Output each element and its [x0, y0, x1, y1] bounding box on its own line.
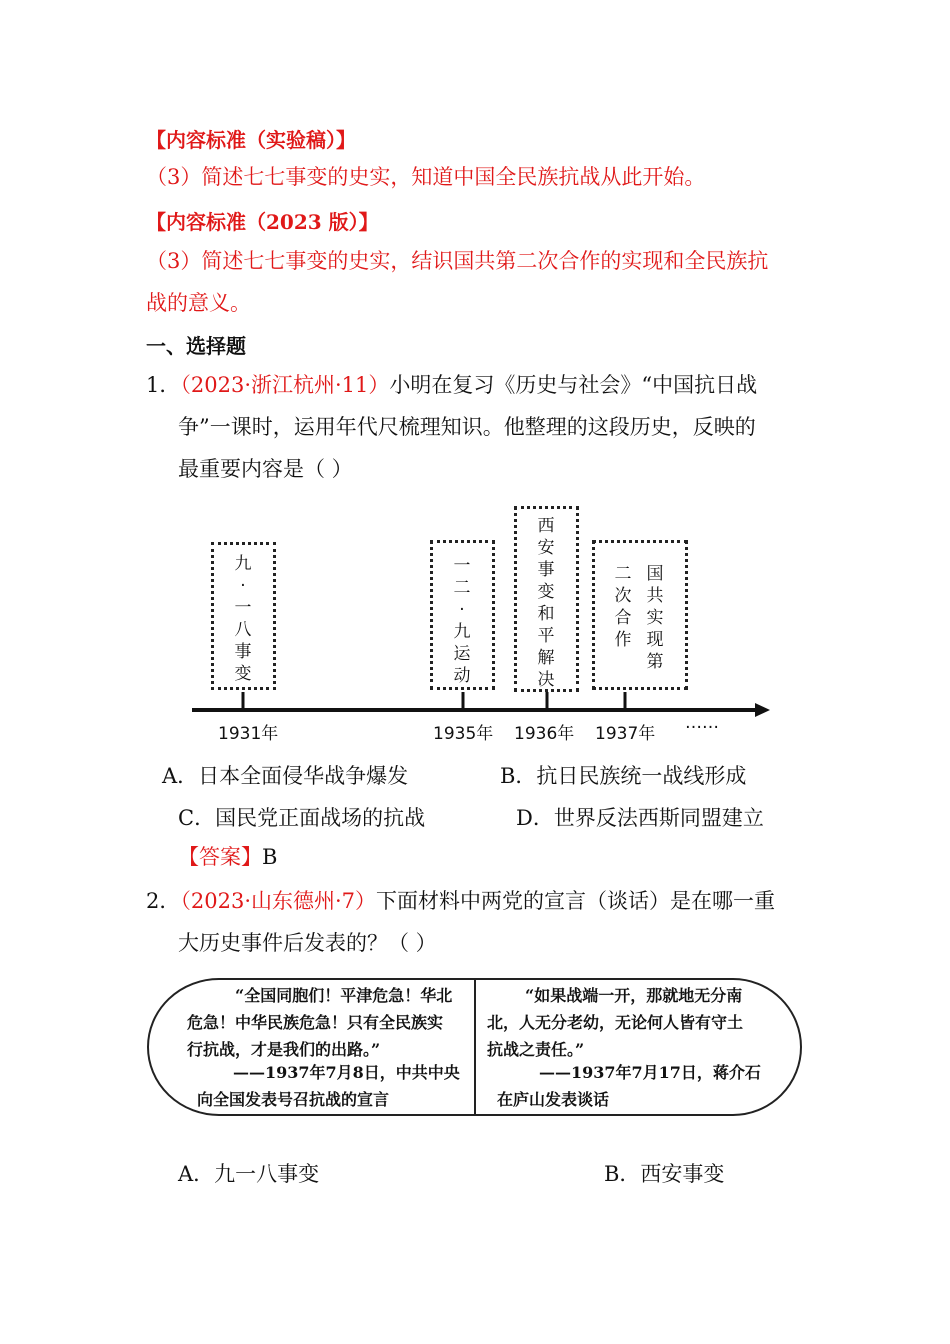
timeline-ellipsis: …… — [685, 713, 719, 733]
timeline-box-1935-text: 一二·九运动 — [453, 556, 471, 686]
timeline-figure — [180, 500, 780, 750]
q1-source: （2023·浙江杭州·11） — [180, 373, 390, 397]
quote-right-line5: 在庐山发表谈话 — [497, 1090, 610, 1109]
q2-source: （2023·山东德州·7） — [180, 889, 377, 913]
q2-option-b[interactable]: B．西安事变 — [604, 1162, 725, 1186]
quote-left-line1: “全国同胞们！平津危急！华北 — [235, 986, 453, 1005]
quote-left-line3: 行抗战，才是我们的出路。” — [187, 1040, 381, 1059]
q1-stem-line1: 小明在复习《历史与社会》“中国抗日战 — [389, 373, 758, 397]
timeline-year-1937: 1937年 — [595, 724, 656, 744]
timeline-box-1931-text: 九·一八事变 — [234, 554, 252, 684]
timeline-year-1931: 1931年 — [218, 724, 279, 744]
timeline-box-1937-col1: 国共实现第 — [646, 564, 664, 672]
q2-stem-line2: 大历史事件后发表的？（ ） — [178, 931, 437, 955]
quote-right-line4: ——1937年7月17日，蒋介石 — [539, 1063, 761, 1082]
quote-right-line3: 抗战之责任。” — [487, 1040, 585, 1059]
quote-left-line4: ——1937年7月8日，中共中央 — [233, 1063, 460, 1082]
q1-stem — [146, 370, 757, 400]
q1-option-a[interactable]: A．日本全面侵华战争爆发 — [162, 764, 409, 788]
quote-right-line2: 北，人无分老幼，无论何人皆有守土 — [487, 1013, 744, 1032]
q1-answer-label: 【答案】 — [178, 845, 262, 869]
q1-answer-value: B — [262, 845, 278, 869]
q1-option-d[interactable]: D．世界反法西斯同盟建立 — [516, 806, 764, 830]
q2-number: 2． — [146, 889, 181, 913]
v2023-standard-text-line2: 战的意义。 — [146, 291, 251, 315]
timeline-box-1936-text: 西安事变和平解决 — [537, 516, 555, 690]
q1-option-c[interactable]: C．国民党正面战场的抗战 — [178, 806, 426, 830]
q2-stem — [146, 886, 775, 916]
section-title: 一、选择题 — [146, 334, 246, 358]
q1-option-b[interactable]: B．抗日民族统一战线形成 — [500, 764, 747, 788]
timeline-year-1936: 1936年 — [514, 724, 575, 744]
q1-number: 1． — [146, 373, 181, 397]
timeline-arrow-icon — [755, 703, 770, 717]
v2023-standard-heading: 【内容标准（2023 版）】 — [146, 210, 379, 234]
quote-left-line5: 向全国发表号召抗战的宣言 — [197, 1090, 390, 1109]
q1-stem-line3: 最重要内容是（ ） — [178, 457, 353, 481]
quote-right-line1: “如果战端一开，那就地无分南 — [525, 986, 743, 1005]
experimental-standard-heading: 【内容标准（实验稿）】 — [146, 128, 356, 152]
q1-answer — [178, 842, 277, 872]
q2-stem-line1: 下面材料中两党的宣言（谈话）是在哪一重 — [376, 889, 776, 913]
quote-figure — [145, 976, 805, 1118]
quote-left-line2: 危急！中华民族危急！只有全民族实 — [187, 1013, 444, 1032]
q1-stem-line2: 争”一课时，运用年代尺梳理知识。他整理的这段历史，反映的 — [178, 415, 756, 439]
v2023-standard-text-line1: （3）简述七七事变的史实，结识国共第二次合作的实现和全民族抗 — [146, 249, 769, 273]
experimental-standard-text: （3）简述七七事变的史实，知道中国全民族抗战从此开始。 — [146, 165, 706, 189]
q2-option-a[interactable]: A．九一八事变 — [178, 1162, 320, 1186]
timeline-box-1937-col2: 二次合作 — [614, 564, 632, 650]
timeline-year-1935: 1935年 — [433, 724, 494, 744]
